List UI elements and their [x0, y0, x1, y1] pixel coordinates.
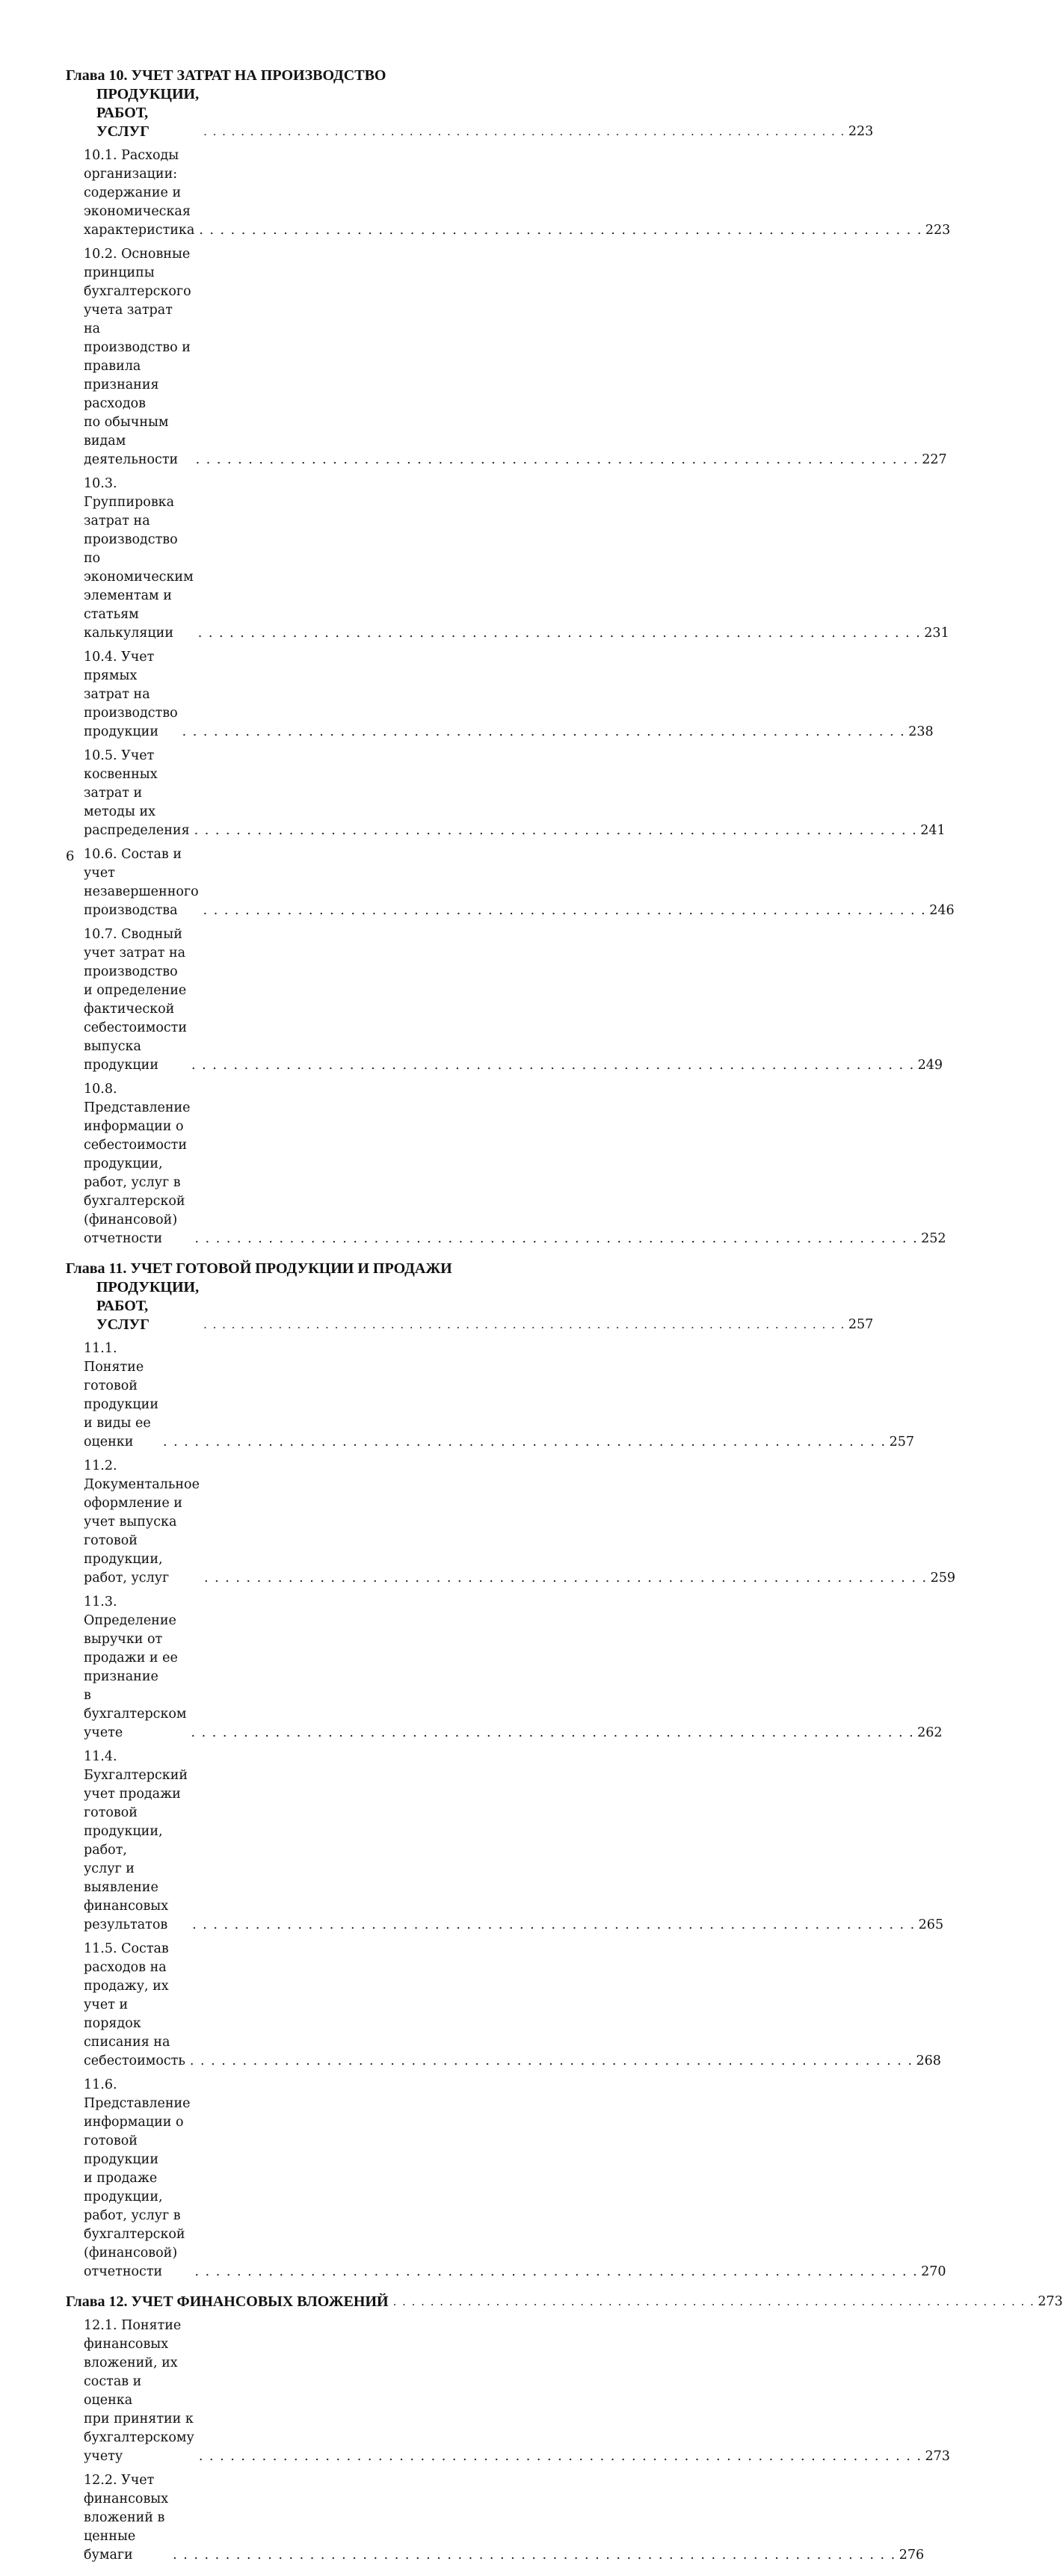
section-title: 11.3. Определение выручки от продажи и ее признание в бухгалтерском учете	[84, 1594, 187, 1740]
dot-leader: . . . . . . . . . . . . . . . . . . . . . . . . . . . . . . . . . . . . . . . . . . . . . . . . . . . . . . . . . . . . . . . . . . . . .	[197, 626, 922, 641]
section-title: 11.2. Документальное оформление и учет выпуска готовой продукции, работ, услуг	[84, 1458, 200, 1586]
toc-entry	[66, 2076, 946, 2281]
toc-entry	[66, 1593, 943, 1743]
toc-entry	[66, 925, 943, 1075]
dot-leader: . . . . . . . . . . . . . . . . . . . . . . . . . . . . . . . . . . . . . . . . . . . . . . . . . . . . . . . . . . . . . . . . . . . . .	[192, 1917, 916, 1932]
section-list	[66, 147, 955, 1248]
toc-entry	[66, 475, 949, 643]
section-page-number: 273	[925, 2449, 950, 2464]
dot-leader: . . . . . . . . . . . . . . . . . . . . . . . . . . . . . . . . . . . . . . . . . . . . . . . . . . . . . . . . . . . . . . . . . . . . .	[199, 223, 922, 238]
section-page-number: 262	[917, 1725, 943, 1740]
section-page-number: 257	[889, 1435, 914, 1449]
chapter-entry	[66, 2293, 1063, 2311]
chapter-heading	[66, 1260, 874, 1334]
chapter-prefix: Глава 12.	[66, 2293, 132, 2310]
section-title: 11.6. Представление информации о готовой продукции и продаже продукции, работ, услуг в бухгалтерской (финансовой) отчетности	[84, 2077, 191, 2279]
toc-entry	[66, 1080, 946, 1248]
dot-leader: . . . . . . . . . . . . . . . . . . . . . . . . . . . . . . . . . . . . . . . . . . . . . . . . . . . . . . . . . . . . . . . . . . . . .	[392, 2295, 1035, 2308]
chapter-heading	[66, 2293, 1063, 2311]
dot-leader: . . . . . . . . . . . . . . . . . . . . . . . . . . . . . . . . . . . . . . . . . . . . . . . . . . . . . . . . . . . . . . . . . . . . .	[198, 2449, 922, 2464]
chapter-block	[66, 1260, 955, 2281]
chapter-title-line-2: ПРОДУКЦИИ, РАБОТ, УСЛУГ	[96, 86, 200, 140]
toc-entry	[66, 245, 947, 469]
dot-leader: . . . . . . . . . . . . . . . . . . . . . . . . . . . . . . . . . . . . . . . . . . . . . . . . . . . . . . . . . . . . . . . . . . . . .	[194, 823, 918, 838]
section-title: 10.3. Группировка затрат на производство по экономическим элементам и статьям калькуляции	[84, 476, 194, 641]
page-number: 6	[66, 848, 75, 864]
toc-entry	[66, 845, 955, 920]
toc-entry	[66, 1748, 944, 1935]
section-page-number: 276	[899, 2548, 925, 2563]
section-title: 10.4. Учет прямых затрат на производство продукции	[84, 650, 178, 739]
section-title: 10.7. Сводный учет затрат на производство и определение фактической себестоимости выпуска продукции	[84, 927, 188, 1073]
table-of-contents	[66, 67, 1063, 2576]
section-page-number: 259	[930, 1571, 955, 1586]
chapter-page-number: 273	[1038, 2294, 1063, 2309]
dot-leader: . . . . . . . . . . . . . . . . . . . . . . . . . . . . . . . . . . . . . . . . . . . . . . . . . . . . . . . . . . . . . . . . . . . . .	[195, 452, 919, 467]
section-title: 10.8. Представление информации о себестоимости продукции, работ, услуг в бухгалтерской (финансовой) отчетности	[84, 1082, 191, 1246]
toc-entry	[66, 1340, 914, 1452]
chapter-heading-line-1	[66, 2293, 389, 2311]
toc-entry	[66, 2317, 950, 2466]
section-page-number: 265	[918, 1917, 944, 1932]
chapter-title: УЧЕТ ЗАТРАТ НА ПРОИЗВОДСТВО	[131, 67, 386, 84]
section-list	[66, 1340, 955, 2281]
section-title: 10.6. Состав и учет незавершенного производства	[84, 847, 199, 918]
dot-leader: . . . . . . . . . . . . . . . . . . . . . . . . . . . . . . . . . . . . . . . . . . . . . . . . . . . . . . . . . . . . . . . . . . . . .	[203, 1571, 928, 1586]
section-title: 12.2. Учет финансовых вложений в ценные бумаги	[84, 2473, 169, 2563]
dot-leader: . . . . . . . . . . . . . . . . . . . . . . . . . . . . . . . . . . . . . . . . . . . . . . . . . . . . . . . . . . . . . . . . . . . . .	[191, 1725, 915, 1740]
chapter-title: УЧЕТ ГОТОВОЙ ПРОДУКЦИИ И ПРОДАЖИ	[130, 1260, 452, 1277]
section-title: 11.4. Бухгалтерский учет продажи готовой продукции, работ, услуг и выявление финансовых результатов	[84, 1749, 188, 1932]
section-page-number: 246	[929, 903, 955, 918]
section-title: 12.1. Понятие финансовых вложений, их состав и оценка при принятии к бухгалтерскому учету	[84, 2318, 194, 2464]
section-page-number: 241	[920, 823, 946, 838]
section-page-number: 252	[921, 1231, 946, 1246]
section-page-number: 227	[922, 452, 947, 467]
dot-leader: . . . . . . . . . . . . . . . . . . . . . . . . . . . . . . . . . . . . . . . . . . . . . . . . . . . . . . . . . . . . . . . . . . . . .	[203, 1318, 845, 1331]
section-page-number: 223	[925, 223, 951, 238]
section-list	[66, 2317, 950, 2565]
section-title: 10.1. Расходы организации: содержание и экономическая характеристика	[84, 148, 195, 238]
toc-entry	[66, 2471, 925, 2565]
chapter-page-number: 257	[848, 1317, 874, 1332]
section-page-number: 268	[916, 2053, 941, 2068]
toc-entry	[66, 1940, 941, 2071]
chapter-entry	[66, 85, 874, 141]
section-page-number: 231	[924, 626, 949, 641]
toc-entry	[66, 648, 934, 742]
chapter-title: УЧЕТ ФИНАНСОВЫХ ВЛОЖЕНИЙ	[131, 2293, 389, 2310]
section-page-number: 238	[908, 724, 934, 739]
chapter-entry	[66, 1278, 874, 1334]
dot-leader: . . . . . . . . . . . . . . . . . . . . . . . . . . . . . . . . . . . . . . . . . . . . . . . . . . . . . . . . . . . . . . . . . . . . .	[173, 2548, 896, 2563]
section-title: 10.2. Основные принципы бухгалтерского учета затрат на производство и правила признания расходов по обычным видам деятельности	[84, 247, 191, 467]
chapter-title-line-2: ПРОДУКЦИИ, РАБОТ, УСЛУГ	[96, 1279, 200, 1333]
dot-leader: . . . . . . . . . . . . . . . . . . . . . . . . . . . . . . . . . . . . . . . . . . . . . . . . . . . . . . . . . . . . . . . . . . . . .	[162, 1435, 887, 1449]
section-title: 10.5. Учет косвенных затрат и методы их распределения	[84, 748, 190, 838]
chapter-prefix: Глава 11.	[66, 1260, 131, 1277]
chapter-block	[66, 67, 955, 1248]
section-title: 11.1. Понятие готовой продукции и виды ее оценки	[84, 1341, 158, 1449]
dot-leader: . . . . . . . . . . . . . . . . . . . . . . . . . . . . . . . . . . . . . . . . . . . . . . . . . . . . . . . . . . . . . . . . . . . . .	[189, 2053, 913, 2068]
dot-leader: . . . . . . . . . . . . . . . . . . . . . . . . . . . . . . . . . . . . . . . . . . . . . . . . . . . . . . . . . . . . . . . . . . . . .	[191, 1058, 915, 1073]
dot-leader: . . . . . . . . . . . . . . . . . . . . . . . . . . . . . . . . . . . . . . . . . . . . . . . . . . . . . . . . . . . . . . . . . . . . .	[203, 903, 927, 918]
toc-entry	[66, 747, 946, 840]
dot-leader: . . . . . . . . . . . . . . . . . . . . . . . . . . . . . . . . . . . . . . . . . . . . . . . . . . . . . . . . . . . . . . . . . . . . .	[194, 2264, 919, 2279]
dot-leader: . . . . . . . . . . . . . . . . . . . . . . . . . . . . . . . . . . . . . . . . . . . . . . . . . . . . . . . . . . . . . . . . . . . . .	[194, 1231, 919, 1246]
dot-leader: . . . . . . . . . . . . . . . . . . . . . . . . . . . . . . . . . . . . . . . . . . . . . . . . . . . . . . . . . . . . . . . . . . . . .	[203, 125, 845, 138]
chapter-heading	[66, 67, 874, 141]
chapter-prefix: Глава 10.	[66, 67, 132, 84]
chapter-page-number: 223	[848, 124, 874, 139]
section-title: 11.5. Состав расходов на продажу, их учет и порядок списания на себестоимость	[84, 1941, 185, 2068]
chapter-heading-line-1	[66, 67, 588, 85]
toc-entry	[66, 147, 951, 240]
section-page-number: 249	[917, 1058, 943, 1073]
chapter-block	[66, 2293, 1063, 2565]
dot-leader: . . . . . . . . . . . . . . . . . . . . . . . . . . . . . . . . . . . . . . . . . . . . . . . . . . . . . . . . . . . . . . . . . . . . .	[182, 724, 906, 739]
toc-entry	[66, 1457, 955, 1588]
chapter-heading-line-1	[66, 1260, 588, 1278]
section-page-number: 270	[921, 2264, 946, 2279]
